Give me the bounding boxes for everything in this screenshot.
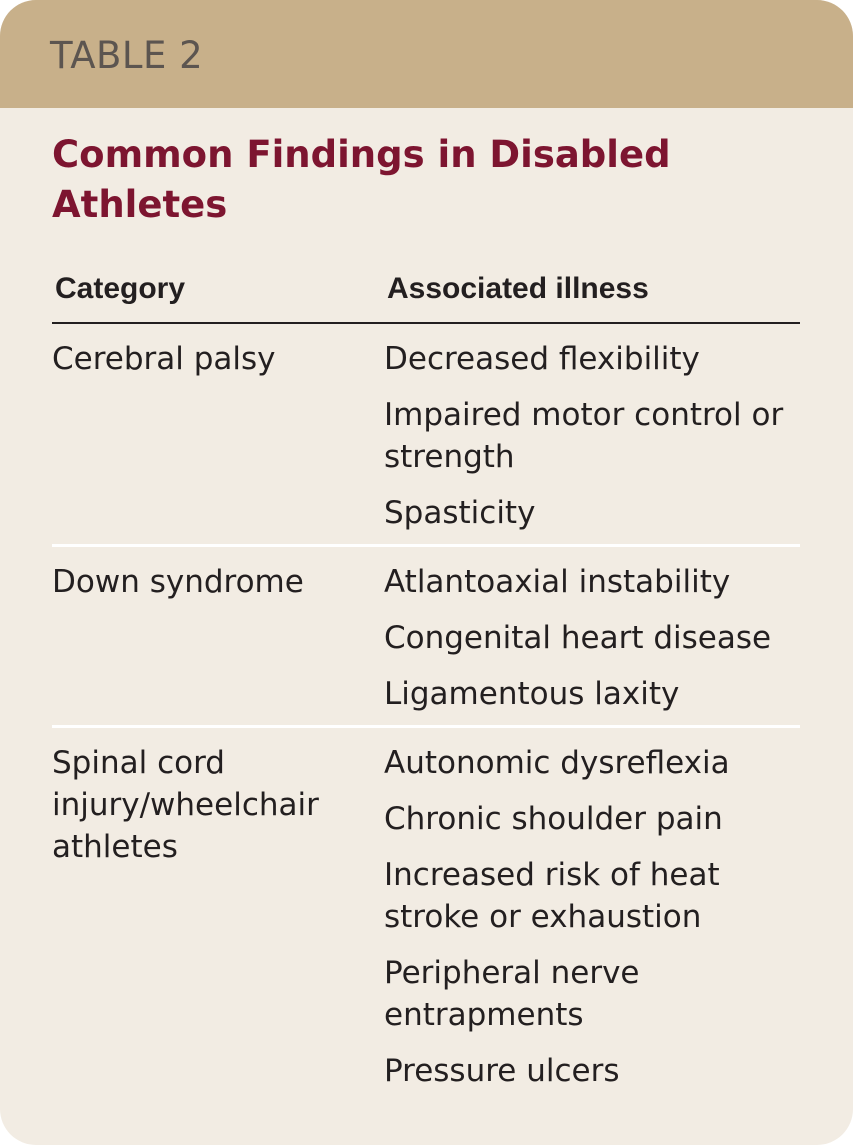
- illness-item: Peripheral nerve entrapments: [384, 955, 640, 1033]
- illness-item: Spasticity: [384, 495, 536, 531]
- category-cell: Cerebral palsy: [52, 341, 276, 377]
- illness-item: Chronic shoulder pain: [384, 801, 723, 837]
- illness-item: Pressure ulcers: [384, 1053, 620, 1089]
- column-header-illness: Associated illness: [387, 272, 649, 305]
- illness-item: Impaired motor control or strength: [384, 397, 784, 475]
- illness-item: Increased risk of heat stroke or exhaustion: [384, 857, 720, 935]
- table-row: [52, 324, 800, 547]
- illness-list: [384, 561, 800, 715]
- category-cell: Down syndrome: [52, 564, 304, 600]
- table-row: [52, 728, 800, 1102]
- illness-list: [384, 338, 800, 534]
- illness-item: Ligamentous laxity: [384, 676, 680, 712]
- illness-item: Congenital heart disease: [384, 620, 772, 656]
- illness-item: Decreased flexibility: [384, 341, 700, 377]
- table-title: Common Findings in Disabled Athletes: [52, 133, 671, 226]
- findings-table: [52, 262, 800, 1102]
- table-header-band: [0, 0, 853, 108]
- illness-item: Atlantoaxial instability: [384, 564, 731, 600]
- category-cell: Spinal cord injury/wheelchair athletes: [52, 745, 319, 865]
- table-row: [52, 547, 800, 728]
- table-label: TABLE 2: [50, 34, 204, 77]
- column-header-category: Category: [55, 272, 186, 305]
- illness-list: [384, 742, 800, 1092]
- illness-item: Autonomic dysreflexia: [384, 745, 730, 781]
- table-head-row: [52, 262, 800, 324]
